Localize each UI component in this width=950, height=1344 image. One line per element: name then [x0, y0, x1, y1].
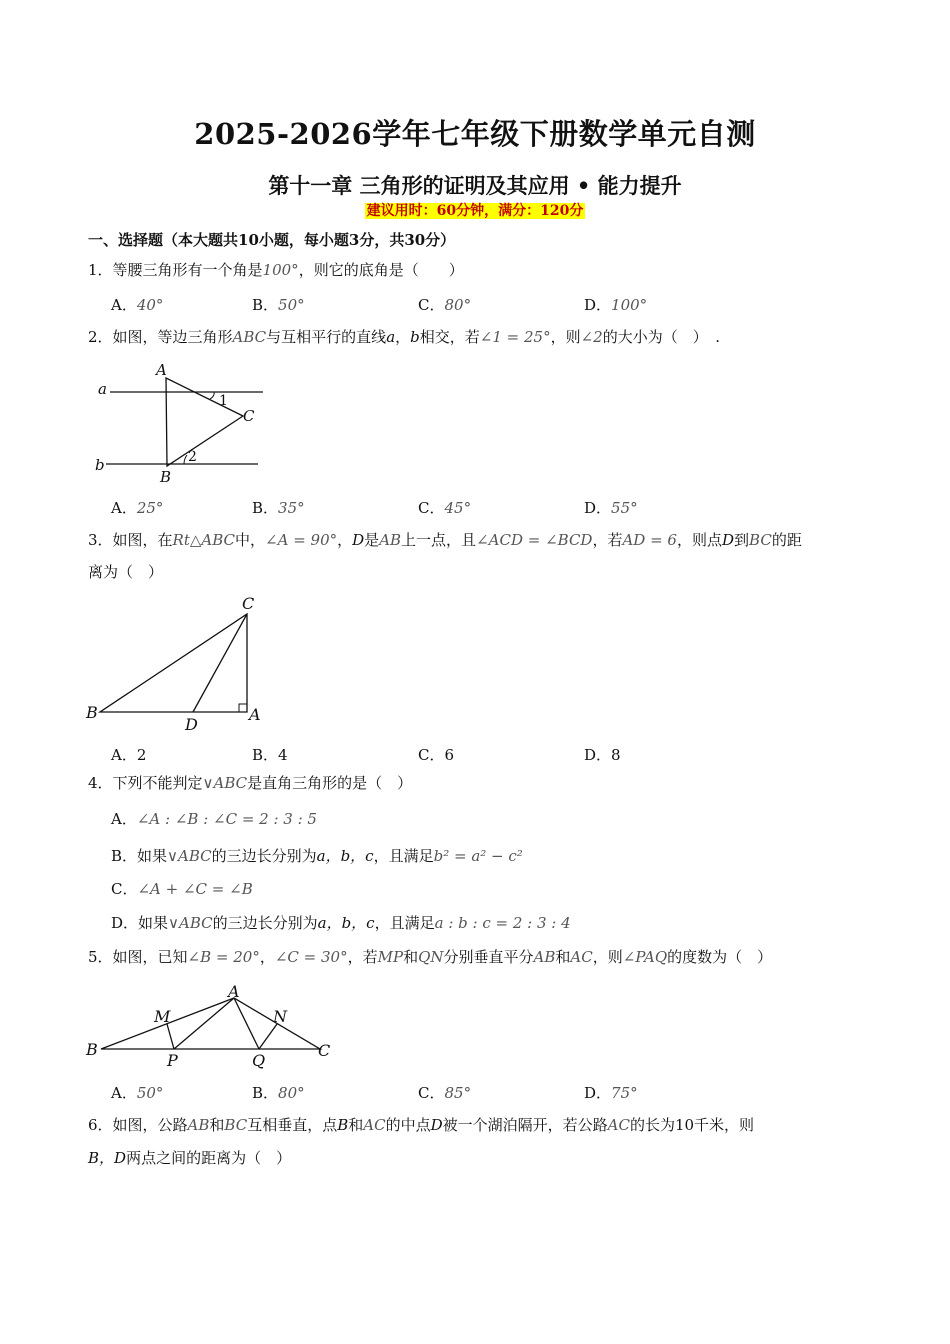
q1-option-a[interactable]: A．40°	[111, 296, 164, 314]
q5-figure	[84, 980, 344, 1072]
time-note: 建议用时：60分钟，满分：120分	[366, 203, 584, 219]
q5-point-m: M	[154, 1007, 171, 1026]
q2-point-a: A	[156, 361, 167, 379]
q1-math: 100°	[262, 261, 299, 279]
q2-option-c[interactable]: C．45°	[418, 499, 472, 517]
q1-option-c[interactable]: C．80°	[418, 296, 472, 314]
q5-option-b[interactable]: B．80°	[252, 1084, 305, 1102]
q5-point-c: C	[318, 1041, 331, 1060]
question-3-line-2: 离为（ ）	[88, 563, 164, 581]
q2-line-a-label: a	[98, 380, 107, 398]
q4-option-a[interactable]: A．∠A : ∠B : ∠C = 2 : 3 : 5	[111, 810, 317, 828]
q3-point-d: D	[185, 715, 198, 734]
time-note-wrap	[0, 200, 950, 220]
question-6-line-2: B，D两点之间的距离为（ ）	[88, 1149, 292, 1167]
q3-option-a[interactable]: A．2	[111, 746, 147, 764]
q5-point-b: B	[86, 1040, 98, 1059]
q1-option-d[interactable]: D．100°	[584, 296, 648, 314]
question-4: 4．下列不能判定∨ABC是直角三角形的是（ ）	[88, 774, 413, 792]
q3-option-d[interactable]: D．8	[584, 746, 621, 764]
page-title: 2025-2026学年七年级下册数学单元自测	[194, 117, 756, 151]
q3-option-b[interactable]: B．4	[252, 746, 288, 764]
q5-option-c[interactable]: C．85°	[418, 1084, 472, 1102]
q3-figure	[84, 590, 274, 735]
q2-point-b: B	[160, 468, 172, 486]
section-heading: 一、选择题（本大题共10小题，每小题3分，共30分）	[88, 231, 456, 249]
q1-text-end: ，则它的底角是（ ）	[298, 261, 464, 279]
q2-line-b-label: b	[95, 456, 105, 474]
q4-option-b[interactable]: B．如果∨ABC的三边长分别为a，b，c，且满足b² = a² − c²	[111, 847, 523, 865]
q5-point-p: P	[167, 1051, 178, 1070]
q1-text: 1．等腰三角形有一个角是	[88, 261, 263, 279]
q1-option-b[interactable]: B．50°	[252, 296, 305, 314]
q2-angle-2: 2	[188, 449, 197, 465]
q5-point-q: Q	[252, 1051, 266, 1070]
q3-option-c[interactable]: C．6	[418, 746, 455, 764]
question-6: 6．如图，公路AB和BC互相垂直，点B和AC的中点D被一个湖泊隔开，若公路AC的长为10千米，则	[88, 1116, 755, 1134]
q2-option-b[interactable]: B．35°	[252, 499, 305, 517]
q2-option-d[interactable]: D．55°	[584, 499, 638, 517]
q4-option-d[interactable]: D．如果∨ABC的三边长分别为a，b，c，且满足a : b : c = 2 : 3 : 4	[111, 914, 571, 932]
question-3: 3．如图，在Rt△ABC中，∠A = 90°，D是AB上一点，且∠ACD = ∠BCD，若AD = 6，则点D到BC的距	[88, 531, 802, 549]
q4-option-c[interactable]: C．∠A + ∠C = ∠B	[111, 880, 253, 898]
q5-point-a: A	[228, 982, 240, 1001]
q2-figure	[88, 358, 278, 488]
q5-option-d[interactable]: D．75°	[584, 1084, 638, 1102]
q5-option-a[interactable]: A．50°	[111, 1084, 164, 1102]
q5-point-n: N	[273, 1007, 287, 1026]
q2-angle-1: 1	[219, 393, 228, 409]
q2-option-a[interactable]: A．25°	[111, 499, 164, 517]
q3-point-c: C	[242, 594, 255, 613]
question-5: 5．如图，已知∠B = 20°，∠C = 30°，若MP和QN分别垂直平分AB和AC，则∠PAQ的度数为（ ）	[88, 948, 773, 966]
chapter-subtitle: 第十一章 三角形的证明及其应用 • 能力提升	[268, 173, 682, 198]
q3-point-a: A	[249, 705, 261, 724]
q2-point-c: C	[243, 407, 255, 425]
question-1	[88, 255, 464, 285]
q3-point-b: B	[86, 703, 98, 722]
question-2: 2．如图，等边三角形ABC与互相平行的直线a，b相交，若∠1 = 25°，则∠2的大小为（ ） .	[88, 328, 721, 346]
